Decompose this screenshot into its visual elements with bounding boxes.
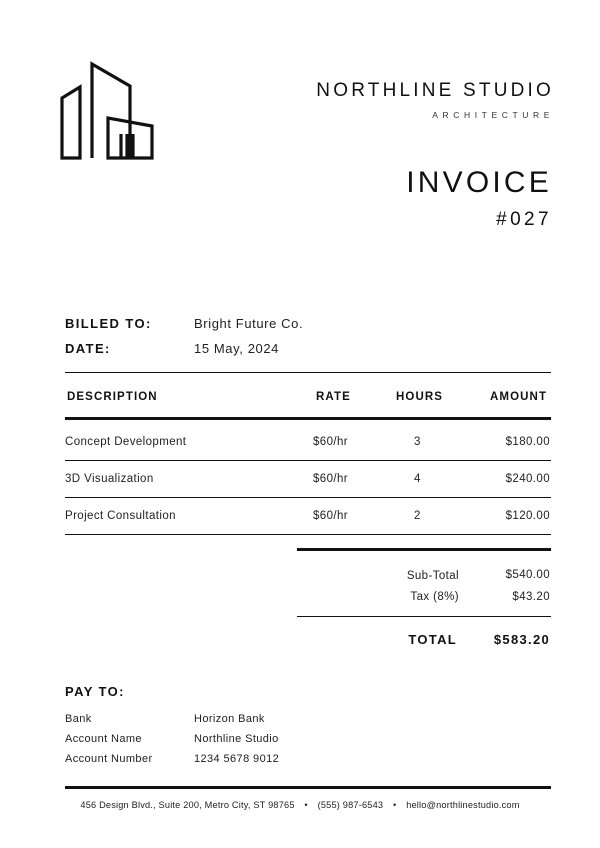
account-name-label: Account Name (65, 733, 142, 745)
row-divider (65, 497, 551, 498)
account-name-value: Northline Studio (194, 733, 279, 745)
account-number-label: Account Number (65, 753, 153, 765)
tax-value: $43.20 (512, 591, 550, 603)
subtotal-label: Sub-Total (406, 570, 459, 582)
account-number-value: 1234 5678 9012 (194, 753, 280, 765)
row-hours: 3 (414, 436, 421, 448)
table-top-rule (65, 372, 551, 373)
row-amount: $120.00 (505, 510, 550, 522)
total-label: TOTAL (408, 632, 457, 647)
row-hours: 4 (414, 473, 421, 485)
row-amount: $240.00 (505, 473, 550, 485)
footer-separator: • (393, 800, 397, 810)
date-label: DATE: (65, 341, 111, 356)
billed-to-value: Bright Future Co. (194, 316, 304, 331)
footer-address: 456 Design Blvd., Suite 200, Metro City, ST 98765 (80, 800, 295, 810)
row-hours: 2 (414, 510, 421, 522)
footer-separator: • (304, 800, 308, 810)
header-hours: HOURS (396, 391, 444, 403)
footer-email[interactable]: hello@northlinestudio.com (406, 800, 520, 810)
billed-to-label: BILLED TO: (65, 316, 152, 331)
invoice-title: INVOICE (406, 166, 552, 199)
row-divider (65, 460, 551, 461)
totals-divider (297, 616, 551, 617)
pay-to-title: PAY TO: (65, 684, 125, 699)
header-rate: RATE (316, 391, 351, 403)
table-header-rule (65, 417, 551, 420)
header-description: DESCRIPTION (67, 391, 158, 403)
building-logo-icon (58, 60, 156, 162)
bank-label: Bank (65, 713, 92, 725)
footer-rule (65, 786, 551, 789)
row-description: 3D Visualization (65, 473, 154, 485)
totals-top-rule (297, 548, 551, 551)
brand-tagline: ARCHITECTURE (432, 110, 554, 120)
row-description: Concept Development (65, 436, 187, 448)
header-amount: AMOUNT (490, 391, 548, 403)
subtotal-value: $540.00 (505, 569, 550, 581)
invoice-number: #027 (496, 209, 552, 230)
row-rate: $60/hr (313, 510, 349, 522)
row-rate: $60/hr (313, 436, 349, 448)
table-bottom-rule (65, 534, 551, 535)
tax-label: Tax (8%) (410, 591, 459, 603)
row-amount: $180.00 (505, 436, 550, 448)
bank-value: Horizon Bank (194, 713, 265, 725)
total-value: $583.20 (493, 632, 550, 647)
brand-block (316, 80, 554, 120)
row-rate: $60/hr (313, 473, 349, 485)
footer (0, 800, 600, 810)
footer-phone: (555) 987-6543 (317, 800, 384, 810)
date-value: 15 May, 2024 (194, 341, 280, 356)
brand-name: NORTHLINE STUDIO (316, 80, 554, 101)
row-description: Project Consultation (65, 510, 176, 522)
